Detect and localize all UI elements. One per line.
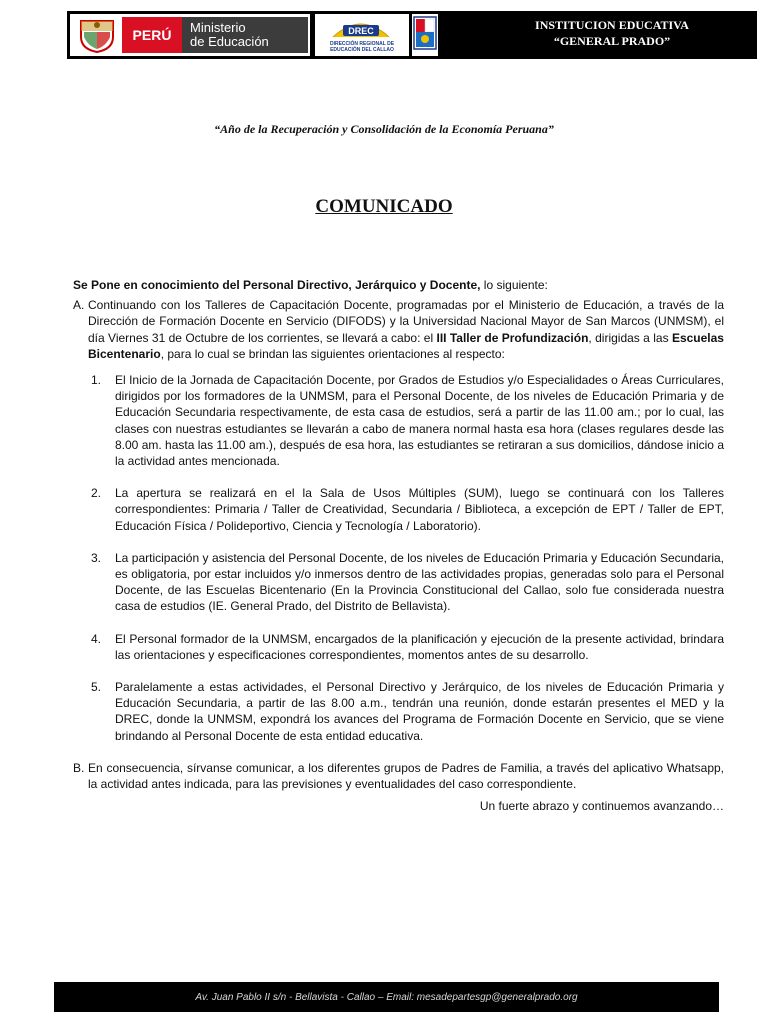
intro-paragraph — [73, 277, 724, 293]
section-b-text: En consecuencia, sírvanse comunicar, a los diferentes grupos de Padres de Familia, a través del aplicativo Whatsapp, la actividad antes indicada, para las previsiones y eventualidades del caso correspondiente. — [88, 760, 724, 792]
footer-address: Av. Juan Pablo II s/n - Bellavista - Callao – Email: mesadepartesgp@generalprado.org — [54, 982, 719, 1012]
ministry-name — [182, 17, 308, 53]
drec-logo-text: DREC — [348, 26, 374, 36]
drec-logo — [315, 14, 409, 56]
list-item-text: El Personal formador de la UNMSM, encargados de la planificación y ejecución de la presente actividad, brindara las orientaciones y especificaciones correspondientes, momentos antes de su desarrollo. — [115, 631, 724, 662]
institution-name — [467, 17, 757, 49]
intro-rest: lo siguiente: — [480, 278, 548, 292]
list-item — [91, 550, 724, 615]
list-item-number: 2. — [91, 486, 102, 501]
list-item — [91, 679, 724, 744]
list-item — [91, 485, 724, 534]
list-item-text: Paralelamente a estas actividades, el Personal Directivo y Jerárquico, de los niveles de Educación Primaria y Educación Secundaria, a partir de las 8.00 a.m., tendrán una reunión, donde estarán presentes el MED y la DREC, donde la UNMSM, expondrá los avances del Programa de Formación Docente en Servicio, que se viene brindando al Personal Docente de esta entidad educativa. — [115, 680, 724, 743]
ministry-logo — [70, 14, 310, 56]
document-title — [0, 196, 768, 218]
title-text: COMUNICADO — [315, 196, 453, 217]
drec-emblem-icon — [329, 17, 393, 39]
institution-line1: INSTITUCION EDUCATIVA — [535, 18, 689, 32]
list-item-number: 4. — [91, 631, 102, 646]
letterhead-banner — [67, 11, 757, 59]
closing-line: Un fuerte abrazo y continuemos avanzando… — [479, 799, 724, 814]
orientation-list — [73, 372, 724, 744]
section-b-label: B. — [73, 760, 85, 775]
list-item — [91, 631, 724, 663]
ministry-line2: de Educación — [190, 34, 269, 49]
section-a-bold-1: III Taller de Profundización — [436, 330, 589, 345]
year-motto: “Año de la Recuperación y Consolidación de la Economía Peruana” — [214, 122, 554, 136]
peru-label: PERÚ — [122, 17, 182, 53]
section-a-label: A. — [73, 298, 85, 313]
document-body — [73, 277, 724, 814]
list-item-number: 1. — [91, 373, 102, 388]
list-item — [91, 372, 724, 469]
list-item-text: La apertura se realizará en el la Sala de Usos Múltiples (SUM), luego se continuará con los Talleres correspondientes: Primaria / Taller de Creatividad, Secundaria / Biblioteca, a excepción de EPT / Taller de EPT, Educación Física / Polideportivo, Ciencia y Tecnología / Laboratorio). — [115, 486, 724, 533]
section-b — [73, 760, 724, 792]
section-a-text-3: , para lo cual se brindan las siguientes orientaciones al respecto: — [160, 346, 505, 361]
intro-bold: Se Pone en conocimiento del Personal Directivo, Jerárquico y Docente, — [73, 278, 481, 292]
institution-line2: “GENERAL PRADO” — [553, 34, 671, 48]
section-a-text-2: , dirigidas a las — [588, 330, 672, 345]
institution-crest-icon — [412, 14, 438, 56]
list-item-number: 3. — [91, 550, 102, 565]
drec-subtitle: DIRECCIÓN REGIONAL DE EDUCACIÓN DEL CALLAO — [329, 41, 395, 53]
list-item-number: 5. — [91, 680, 102, 695]
section-a-bold-2: Escuelas Bicentenario — [88, 330, 724, 361]
list-item-text: La participación y asistencia del Personal Docente, de los niveles de Educación Primaria y Educación Secundaria, es obligatoria, por estar incluidos y/o inmersos dentro de las actividades propias, generadas solo para el Personal Docente, de las Escuelas Bicentenario (En la Provincia Constitucional del Callao, solo fue considerada nuestra casa de estudios (IE. General Prado, del Distrito de Bellavista). — [115, 550, 724, 614]
section-a-text-1: Continuando con los Talleres de Capacitación Docente, programadas por el Ministerio de Educación, a través de la Dirección de Formación Docente en Servicio (DIFODS) y la Universidad Nacional Mayor de San Marcos (UNMSM), el día Viernes 31 de Octubre de los corrientes, se llevará a cabo: el — [88, 298, 724, 345]
section-a — [73, 297, 724, 362]
institution-logo — [412, 14, 438, 56]
peru-coat-of-arms-icon — [76, 17, 118, 53]
list-item-text: El Inicio de la Jornada de Capacitación Docente, por Grados de Estudios y/o Especialidades o Áreas Curriculares, dirigidos por los formadores de la UNMSM, para el Personal Docente, de los niveles de Educación Primaria y de Educación Secundaria respectivamente, de esta casa de estudios, será a partir de las 11.00 am.; por lo cual, las clases con nuestras estudiantes se llevarán a cabo de manera normal hasta esa hora (clases regulares desde las 8.00 am. hasta las 11.00 am.), después de esa hora, las estudiantes se retiraran a sus domicilios, dándose inicio a la actividad antes mencionada. — [115, 373, 724, 469]
ministry-line1: Ministerio — [190, 20, 246, 35]
